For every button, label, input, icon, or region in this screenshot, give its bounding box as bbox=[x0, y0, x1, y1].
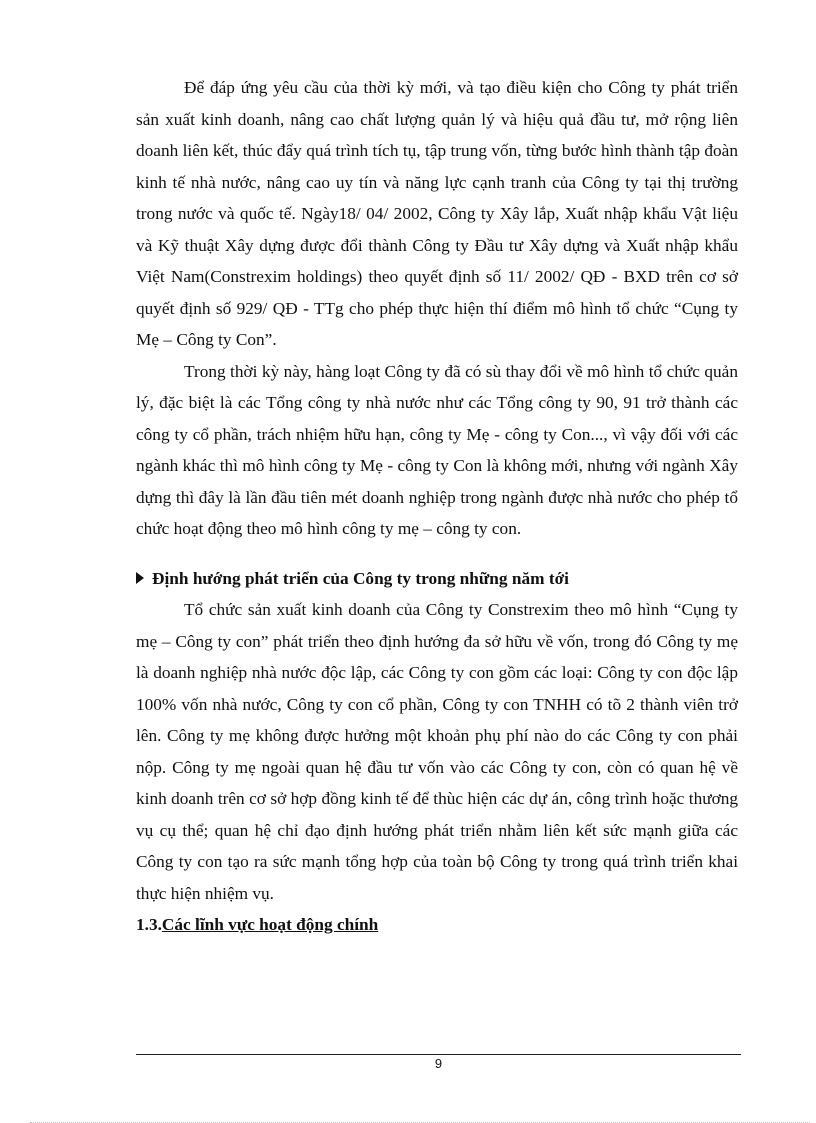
section-heading bbox=[136, 909, 738, 941]
arrow-bullet-icon bbox=[136, 572, 144, 584]
body-text bbox=[136, 72, 738, 941]
section-title: Các lĩnh vực hoạt động chính bbox=[161, 915, 379, 934]
subheading-text: Định hướng phát triển của Công ty trong những năm tới bbox=[152, 568, 569, 588]
section-number: 1.3. bbox=[136, 915, 162, 934]
paragraph-3: Tổ chức sản xuất kinh doanh của Công ty Constrexim theo mô hình “Cụng ty mẹ – Công ty con” phát triển theo định hướng đa sở hữu về vốn, trong đó Công ty mẹ là doanh nghiệp nhà nước độc lập, các Công ty con gồm các loại: Công ty con độc lập 100% vốn nhà nước, Công ty con cổ phần, Công ty con TNHH có tõ 2 thành viên trở lên. Công ty mẹ không được hưởng một khoản phụ phí nào do các Công ty con phải nộp. Công ty mẹ ngoài quan hệ đầu tư vốn vào các Công ty con, còn có quan hệ về kinh doanh trên cơ sở hợp đồng kinh tế để thùc hiện các dự án, công trình hoặc thương vụ cụ thể; quan hệ chỉ đạo định hướng phát triển nhằm liên kết sức mạnh giữa các Công ty con tạo ra sức mạnh tổng hợp của toàn bộ Công ty trong quá trình triển khai thực hiện nhiệm vụ. bbox=[136, 600, 738, 903]
footer-divider bbox=[136, 1054, 741, 1055]
paragraph-1: Để đáp ứng yêu cầu của thời kỳ mới, và tạo điều kiện cho Công ty phát triển sản xuất kinh doanh, nâng cao chất lượng quản lý và hiệu quả đầu tư, mở rộng liên doanh liên kết, thúc đẩy quá trình tích tụ, tập trung vốn, từng bước hình thành tập đoàn kinh tế nhà nước, nâng cao uy tín và năng lực cạnh tranh của Công ty tại thị trường trong nước và quốc tế. Ngày18/ 04/ 2002, Công ty Xây lắp, Xuất nhập khẩu Vật liệu và Kỹ thuật Xây dựng được đổi thành Công ty Đầu tư Xây dựng và Xuất nhập khẩu Việt Nam(Constrexim holdings) theo quyết định số 11/ 2002/ QĐ - BXD trên cơ sở quyết định số 929/ QĐ - TTg cho phép thực hiện thí điểm mô hình tổ chức “Cụng ty Mẹ – Công ty Con”. bbox=[136, 78, 738, 349]
page-number: 9 bbox=[434, 1056, 443, 1071]
paragraph-2: Trong thời kỳ này, hàng loạt Công ty đã có sù thay đổi về mô hình tổ chức quản lý, đặc biệt là các Tổng công ty nhà nước như các Tổng công ty 90, 91 trở thành các công ty cổ phần, trách nhiệm hữu hạn, công ty Mẹ - công ty Con..., vì vậy đối với các ngành khác thì mô hình công ty Mẹ - công ty Con là không mới, nhưng với ngành Xây dựng thì đây là lần đầu tiên mét doanh nghiệp trong ngành được nhà nước cho phép tổ chức hoạt động theo mô hình công ty mẹ – công ty con. bbox=[136, 361, 738, 538]
subheading-development-direction bbox=[132, 563, 734, 595]
